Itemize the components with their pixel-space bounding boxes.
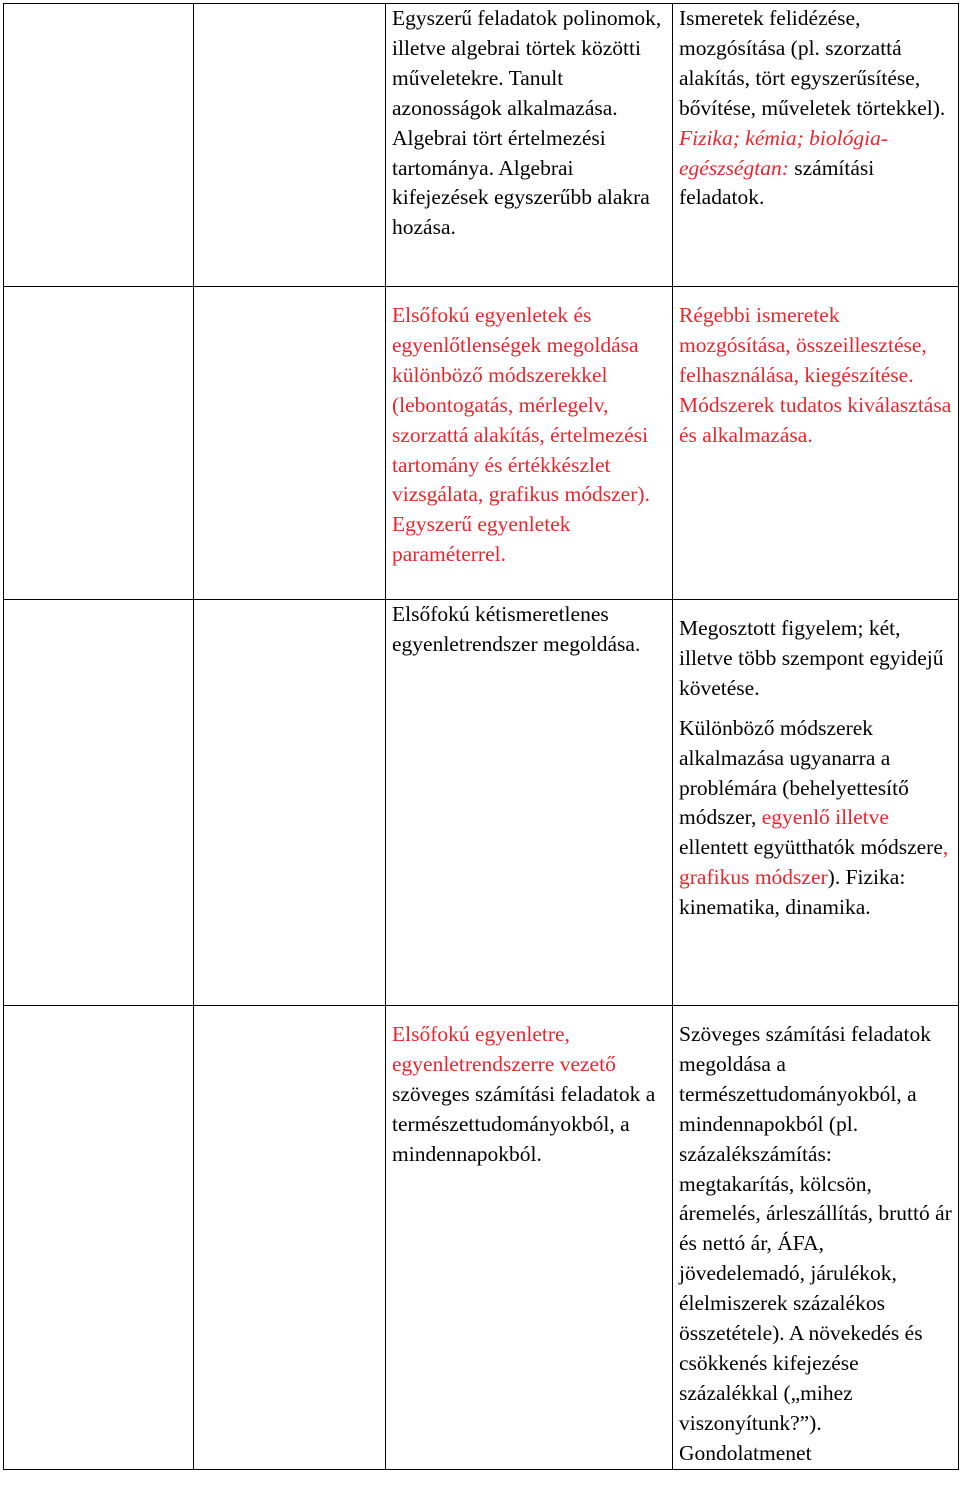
notes-text: Ismeretek felidézése, mozgósítása (pl. szorzattá alakítás, tört egyszerűsítése, bővítése, műveletek törtekkel).	[679, 6, 946, 120]
notes-text: ). Fizika: kinematika, dinamika.	[679, 865, 906, 920]
notes-paragraph	[679, 1020, 952, 1469]
notes-cell	[673, 600, 959, 1006]
content-paragraph	[392, 4, 666, 243]
content-text-highlight: Elsőfokú egyenletre, egyenletrendszerre vezető	[392, 1022, 616, 1076]
content-text: Elsőfokú kétismeretlenes egyenletrendszer megoldása.	[392, 602, 641, 656]
notes-text: Megosztott figyelem; két, illetve több szempont egyidejű követése.	[679, 616, 944, 700]
notes-text-highlight: Régebbi ismeretek mozgósítása, összeillesztése, felhasználása, kiegészítése. Módszerek tudatos kiválasztása és alkalmazása.	[679, 303, 952, 447]
notes-text: Szöveges számítási feladatok megoldása a természettudományokból, a mindennapokból (pl. százalékszámítás: megtakarítás, kölcsön, áremelés, árleszállítás, bruttó ár és nettó ár, ÁFA, jövedelemadó, járulékok, élelmiszerek százalékos összetétele). A növekedés és csökkenés kifejezése százalékkal („mihez viszonyítunk?”). Gondolatmenet	[679, 1022, 952, 1465]
notes-paragraph	[679, 4, 952, 213]
notes-text: Különböző módszerek alkalmazása ugyanarra a problémára (behelyettesítő módszer,	[679, 715, 909, 830]
notes-cell	[673, 4, 959, 287]
empty-cell-col2	[194, 4, 386, 287]
content-text: Egyszerű feladatok polinomok, illetve algebrai törtek közötti műveletekre. Tanult azonosságok alkalmazása. Algebrai tört értelmezési tartománya. Algebrai kifejezések egyszerűbb alakra hozása.	[392, 6, 662, 240]
notes-text: ellentett együtthatók módszere	[679, 835, 943, 860]
content-text: szöveges számítási feladatok a természettudományokból, a mindennapokból.	[392, 1081, 656, 1166]
content-cell	[386, 4, 673, 287]
content-paragraph	[392, 301, 666, 570]
notes-text-highlight: egyenlő illetve	[761, 805, 889, 830]
notes-paragraph	[679, 614, 952, 704]
content-paragraph	[392, 600, 666, 660]
notes-cell	[673, 287, 959, 600]
notes-paragraph	[679, 714, 952, 923]
curriculum-table	[3, 3, 959, 1470]
notes-text-highlight: , grafikus módszer	[679, 835, 949, 890]
content-text-highlight: Elsőfokú egyenletek és egyenlőtlenségek megoldása különböző módszerekkel (lebontogatás, mérlegelv, szorzattá alakítás, értelmezési tartomány és értékkészlet vizsgálata, grafikus módszer). Egyszerű egyenletek paraméterrel.	[392, 303, 650, 567]
empty-cell-col1	[4, 4, 194, 287]
empty-cell-col2	[194, 287, 386, 600]
table-row	[4, 1006, 959, 1470]
empty-cell-col1	[4, 600, 194, 1006]
empty-cell-col1	[4, 287, 194, 600]
content-cell	[386, 1006, 673, 1470]
notes-text-subject-crossref: Fizika; kémia; biológia-egészségtan:	[679, 125, 888, 180]
empty-cell-col2	[194, 1006, 386, 1470]
table-row	[4, 4, 959, 287]
content-cell	[386, 600, 673, 1006]
table-row	[4, 287, 959, 600]
content-cell	[386, 287, 673, 600]
notes-paragraph	[679, 301, 952, 451]
empty-cell-col1	[4, 1006, 194, 1470]
table-row	[4, 600, 959, 1006]
notes-cell	[673, 1006, 959, 1470]
empty-cell-col2	[194, 600, 386, 1006]
content-paragraph	[392, 1020, 666, 1170]
notes-text: számítási feladatok.	[679, 155, 875, 210]
